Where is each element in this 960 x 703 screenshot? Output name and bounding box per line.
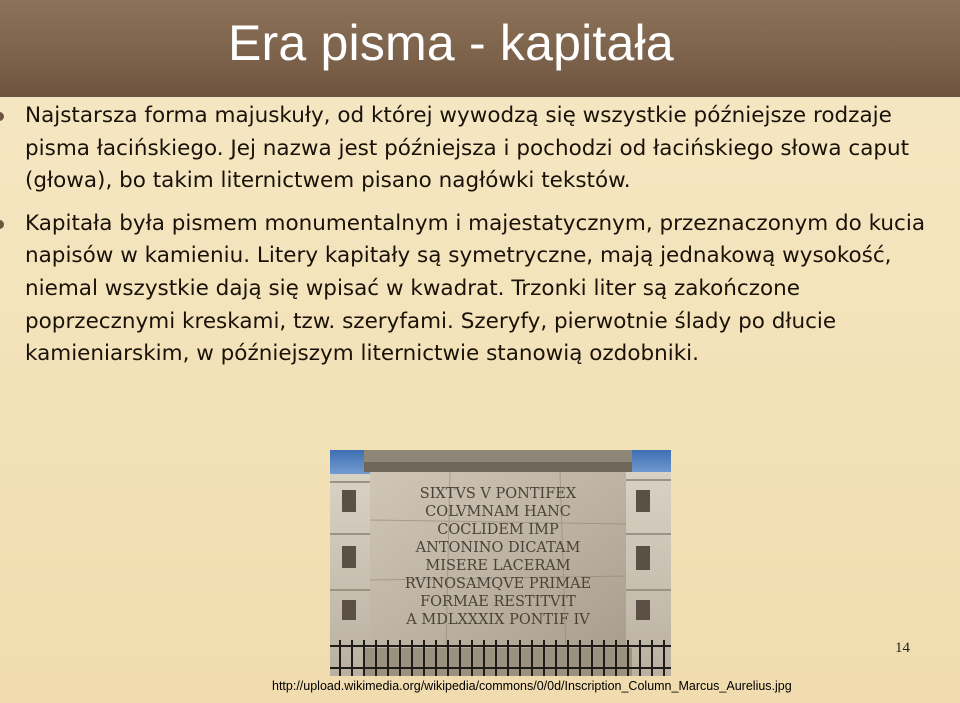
inscription-line: FORMAE RESTITVIT [420,594,576,610]
slide-title: Era pisma - kapitała [228,15,674,71]
inscription-line: RVINOSAMQVE PRIMAE [404,576,592,592]
bullet-text: Najstarsza forma majuskuły, od której wywodzą się wszystkie późniejsze rodzaje pisma łacińskiego. Jej nazwa jest późniejsza i pochodzi od łacińskiego słowa caput (głowa), bo takim liternictwem pisano nagłówki tekstów. [25,103,910,194]
pedestal-cap-shadow [364,462,632,472]
bullet-text: Kapitała była pismem monumentalnym i majestatycznym, przeznaczonym do kucia napisów w kamieniu. Litery kapitały są symetryczne, mają jednakową wysokość, niemal wszystkie dają się wpisać w kwadrat. Trzonki liter są zakończone poprzecznymi kreskami, tzw. szeryfami. Szeryfy, pierwotnie ślady po dłucie kamieniarskim, w późniejszym liternictwie stanowią ozdobniki. [25,210,926,367]
pedestal-cap [364,450,632,462]
page-number: 14 [895,640,910,656]
bullet-dot-icon [0,220,4,229]
bullet-item [0,100,960,198]
inscription-line: SIXTVS V PONTIFEX [419,486,577,502]
inscription-photo-svg [330,450,671,676]
bullet-item [0,208,960,371]
inscription-line: ANTONINO DICATAM [415,540,581,556]
inscription-line: A MDLXXXIX PONTIF IV [406,612,590,628]
image-source-url: http://upload.wikimedia.org/wikipedia/commons/0/0d/Inscription_Column_Marcus_Aurelius.jpg [272,679,792,693]
inscription-line: COLVMNAM HANC [425,504,571,520]
bullet-dot-icon [0,112,4,121]
bullet-list [0,100,960,371]
inscription-line: MISERE LACERAM [425,558,571,574]
inscription-photo [330,450,671,676]
title-bar [0,0,960,97]
inscription-line: COCLIDEM IMP [437,522,559,538]
